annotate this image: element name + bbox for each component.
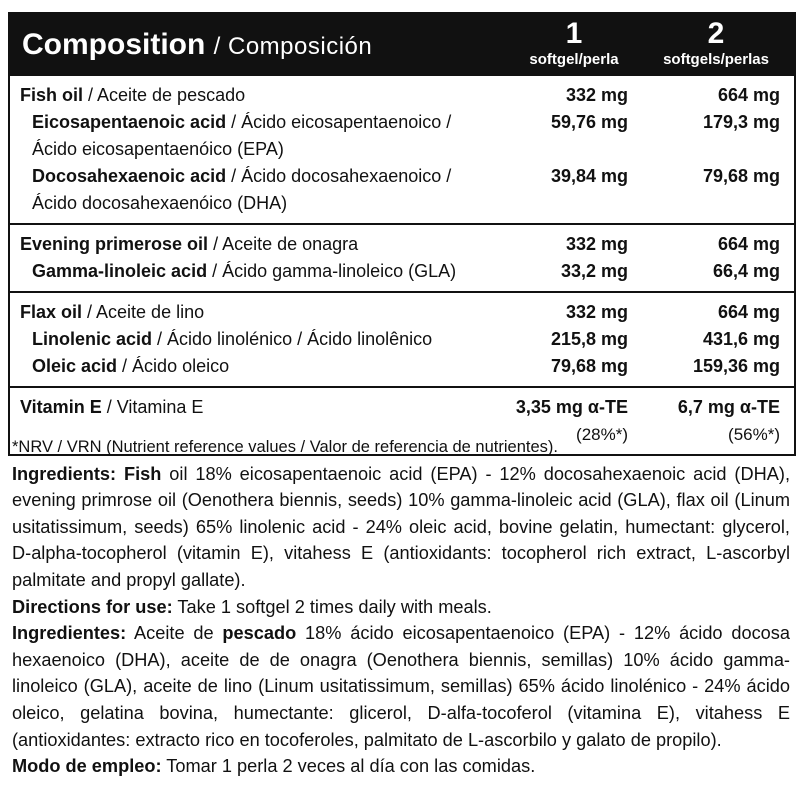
directions-es — [12, 753, 790, 780]
nutrient-name-pt: Ácido docosahexaenóico (DHA) — [32, 193, 288, 213]
column-header-1-softgel — [514, 17, 634, 72]
directions-en-label: Directions for use: — [12, 596, 173, 617]
nutrient-name: Evening primerose oil — [20, 234, 209, 254]
row-label — [10, 326, 510, 353]
value-1: 79,68 mg — [550, 356, 628, 376]
value-2: 66,4 mg — [712, 261, 780, 281]
nutrient-name-pt: Ácido eicosapentaenóico (EPA) — [32, 139, 284, 159]
nutrient-name: Linolenic acid — [32, 329, 153, 349]
section-evening-primrose — [10, 223, 794, 291]
row-epa — [10, 109, 794, 163]
col2-number: 2 — [707, 17, 725, 50]
ingredients-en — [12, 461, 790, 594]
title-es: / Composición — [213, 33, 373, 60]
value-1-amount: 3,35 mg α-TE — [515, 397, 628, 417]
row-label — [10, 258, 510, 285]
directions-en-text: Take 1 softgel 2 times daily with meals. — [172, 596, 492, 617]
value-2: 664 mg — [717, 234, 780, 254]
value-2: 664 mg — [717, 85, 780, 105]
row-label — [10, 109, 510, 163]
ingredients-en-label: Ingredients: — [12, 463, 117, 484]
nutrient-name: Eicosapentaenoic acid — [32, 112, 227, 132]
table-header — [10, 14, 794, 76]
row-flax-oil — [10, 299, 794, 326]
row-label — [10, 82, 510, 109]
nutrient-name-es: / Aceite de pescado — [83, 85, 246, 105]
table-title — [22, 28, 372, 62]
nutrient-name: Vitamin E — [20, 397, 102, 417]
value-1: 332 mg — [565, 234, 628, 254]
directions-es-text: Tomar 1 perla 2 veces al día con las comidas. — [161, 756, 536, 777]
directions-en — [12, 594, 790, 621]
nutrient-name-es: / Aceite de onagra — [208, 234, 359, 254]
nutrient-name-es: / Ácido linolénico / Ácido linolênico — [152, 329, 433, 349]
row-dha — [10, 163, 794, 217]
nutrient-name: Docosahexaenoic acid — [32, 166, 227, 186]
row-label — [10, 163, 510, 217]
nutrient-name: Gamma-linoleic acid — [32, 261, 208, 281]
value-2: 79,68 mg — [702, 166, 780, 186]
nutrient-name-es: / Aceite de lino — [82, 302, 205, 322]
value-2-amount: 6,7 mg α-TE — [677, 397, 780, 417]
label-notes — [12, 434, 790, 780]
value-2: 431,6 mg — [702, 329, 780, 349]
ingredients-es — [12, 620, 790, 753]
nutrient-name-es: / Ácido gamma-linoleico (GLA) — [207, 261, 457, 281]
section-fish-oil — [10, 76, 794, 223]
nutrient-name-es: / Vitamina E — [101, 397, 204, 417]
composition-table — [8, 12, 796, 456]
title-en: Composition — [22, 28, 206, 61]
ingredients-es-pescado: pescado — [222, 623, 297, 644]
value-1: 332 mg — [565, 302, 628, 322]
nutrient-name: Fish oil — [20, 85, 83, 105]
nutrient-name: Oleic acid — [32, 356, 118, 376]
ingredients-es-pre: Aceite de — [126, 623, 223, 644]
value-2-nrv-percent: (56%*) — [728, 425, 780, 444]
ingredients-en-fish: Fish — [124, 463, 162, 484]
column-header-2-softgels — [646, 17, 786, 72]
row-oleic-acid — [10, 353, 794, 380]
value-1: 33,2 mg — [560, 261, 628, 281]
value-1: 332 mg — [565, 85, 628, 105]
row-label — [10, 353, 510, 380]
row-label — [10, 231, 510, 258]
row-gla — [10, 258, 794, 285]
nutrient-name-es: / Ácido oleico — [117, 356, 230, 376]
value-2: 664 mg — [717, 302, 780, 322]
directions-es-label: Modo de empleo: — [12, 756, 162, 777]
ingredients-en-text: oil 18% eicosapentaenoic acid (EPA) - 12% docosahexaenoic acid (DHA), evening primrose oil (Oenothera biennis, seeds) 10% gamma-linoleic acid (GLA), flax oil (Linum usitatissimum, seeds) 65% linolenic acid - 24% oleic acid, bovine gelatin, humectant: glycerol, D-alpha-tocopherol (vitamin E), vitahess E (antioxidants: tocopherol rich extract, L-ascorbyl palmitate and propyl gallate). — [12, 463, 790, 590]
nutrient-name-es: / Ácido docosahexaenoico / — [226, 166, 452, 186]
ingredients-es-text: 18% ácido eicosapentaenoico (EPA) - 12% ácido docosa hexaenoico (DHA), aceite de de onagra (Oenothera biennis, semillas) 10% ácido gamma-linoleico (GLA), aceite de lino (Linum usitatissimum, semillas) 65% ácido linolénico - 24% ácido oleico, gelatina bovina, humectante: glicerol, D-alfa-tocoferol (vitamina E), vitahess E (antioxidantes: extracto rico en tocoferoles, palmitato de L-ascorbilo y galato de propilo). — [12, 623, 791, 750]
nutrient-name-es: / Ácido eicosapentaenoico / — [226, 112, 452, 132]
value-1-nrv-percent: (28%*) — [576, 425, 628, 444]
value-2: 159,36 mg — [692, 356, 780, 376]
nrv-footnote: *NRV / VRN (Nutrient reference values / Valor de referencia de nutrientes). — [12, 438, 558, 456]
nutrient-name: Flax oil — [20, 302, 83, 322]
row-fish-oil — [10, 82, 794, 109]
value-1: 59,76 mg — [550, 112, 628, 132]
ingredients-es-label: Ingredientes: — [12, 623, 127, 644]
col2-unit: softgels/perlas — [663, 51, 769, 68]
value-1: 39,84 mg — [550, 166, 628, 186]
col1-unit: softgel/perla — [529, 51, 619, 68]
row-label — [10, 299, 510, 326]
value-2: 179,3 mg — [702, 112, 780, 132]
col1-number: 1 — [565, 17, 583, 50]
row-linolenic-acid — [10, 326, 794, 353]
row-evening-primrose-oil — [10, 231, 794, 258]
value-1: 215,8 mg — [550, 329, 628, 349]
section-flax-oil — [10, 291, 794, 386]
